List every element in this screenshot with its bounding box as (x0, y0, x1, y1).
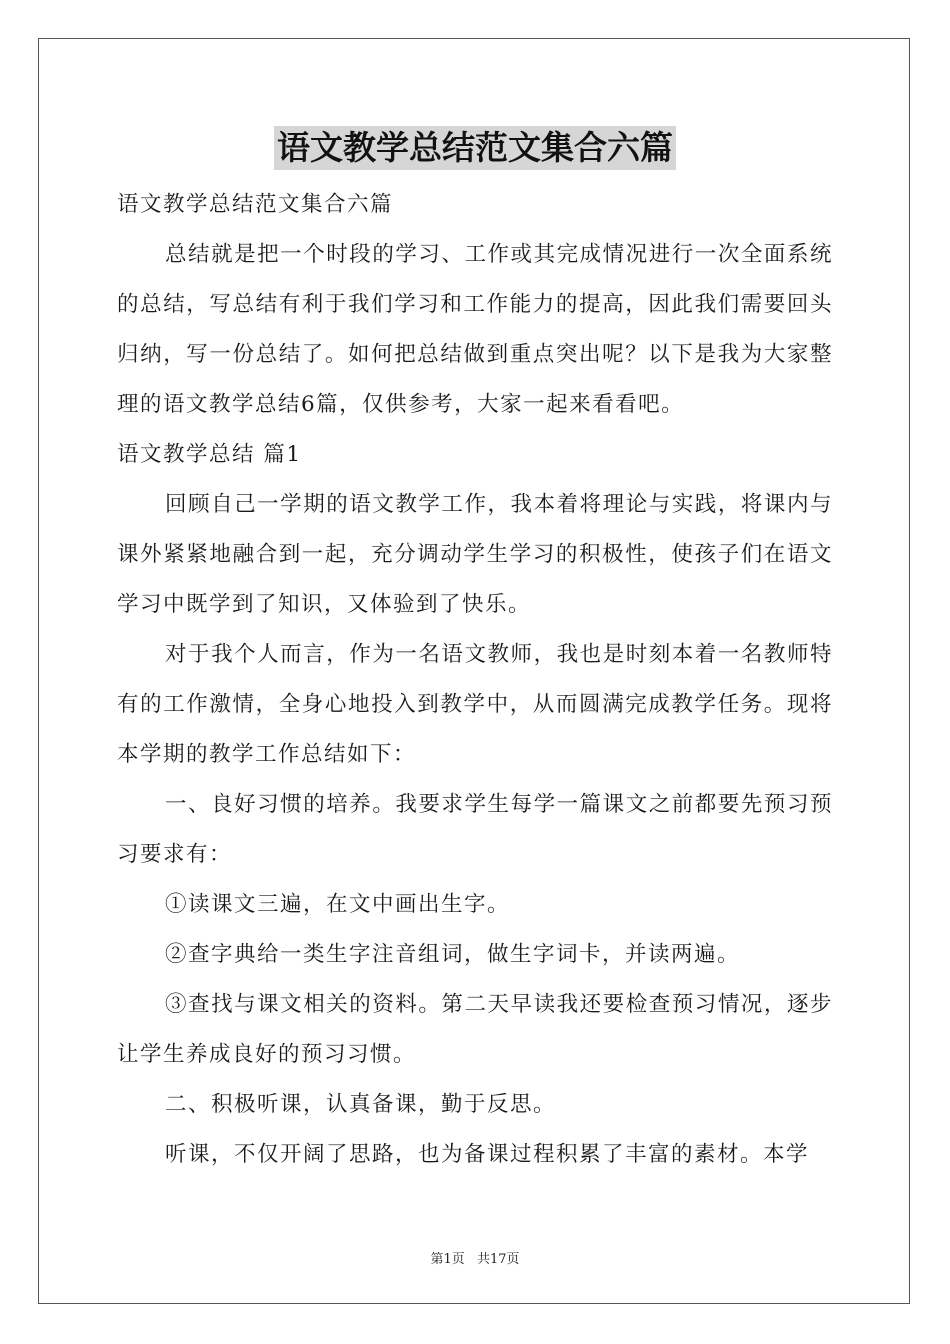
paragraph-intro: 总结就是把一个时段的学习、工作或其完成情况进行一次全面系统的总结，写总结有利于我们学习和工作能力的提高，因此我们需要回头归纳，写一份总结了。如何把总结做到重点突出呢？以下是我为大家整理的语文教学总结6篇，仅供参考，大家一起来看看吧。 (117, 242, 833, 417)
document-body (117, 180, 833, 1180)
page-total: 共17页 (476, 1252, 520, 1267)
list-item: ②查字典给一类生字注音组词，做生字词卡，并读两遍。 (165, 942, 741, 967)
page-footer (0, 1248, 950, 1267)
document-title (0, 126, 950, 170)
list-item: ③查找与课文相关的资料。第二天早读我还要检查预习情况，逐步让学生养成良好的预习习惯。 (117, 992, 833, 1067)
document-title-text: 语文教学总结范文集合六篇 (274, 126, 676, 170)
paragraph: 对于我个人而言，作为一名语文教师，我也是时刻本着一名教师特有的工作激情，全身心地投入到教学中，从而圆满完成教学任务。现将本学期的教学工作总结如下： (117, 642, 833, 767)
paragraph: 回顾自己一学期的语文教学工作，我本着将理论与实践，将课内与课外紧紧地融合到一起，充分调动学生学习的积极性，使孩子们在语文学习中既学到了知识，又体验到了快乐。 (117, 492, 833, 617)
paragraph: 一、良好习惯的培养。我要求学生每学一篇课文之前都要先预习预习要求有： (117, 792, 833, 867)
paragraph-subtitle: 语文教学总结范文集合六篇 (117, 192, 394, 217)
section-heading: 语文教学总结 篇1 (117, 442, 302, 467)
page-number: 第1页 (430, 1252, 465, 1267)
list-item: ①读课文三遍，在文中画出生字。 (165, 892, 511, 917)
paragraph: 二、积极听课，认真备课，勤于反思。 (165, 1092, 557, 1117)
paragraph: 听课，不仅开阔了思路，也为备课过程积累了丰富的素材。本学 (165, 1142, 810, 1167)
